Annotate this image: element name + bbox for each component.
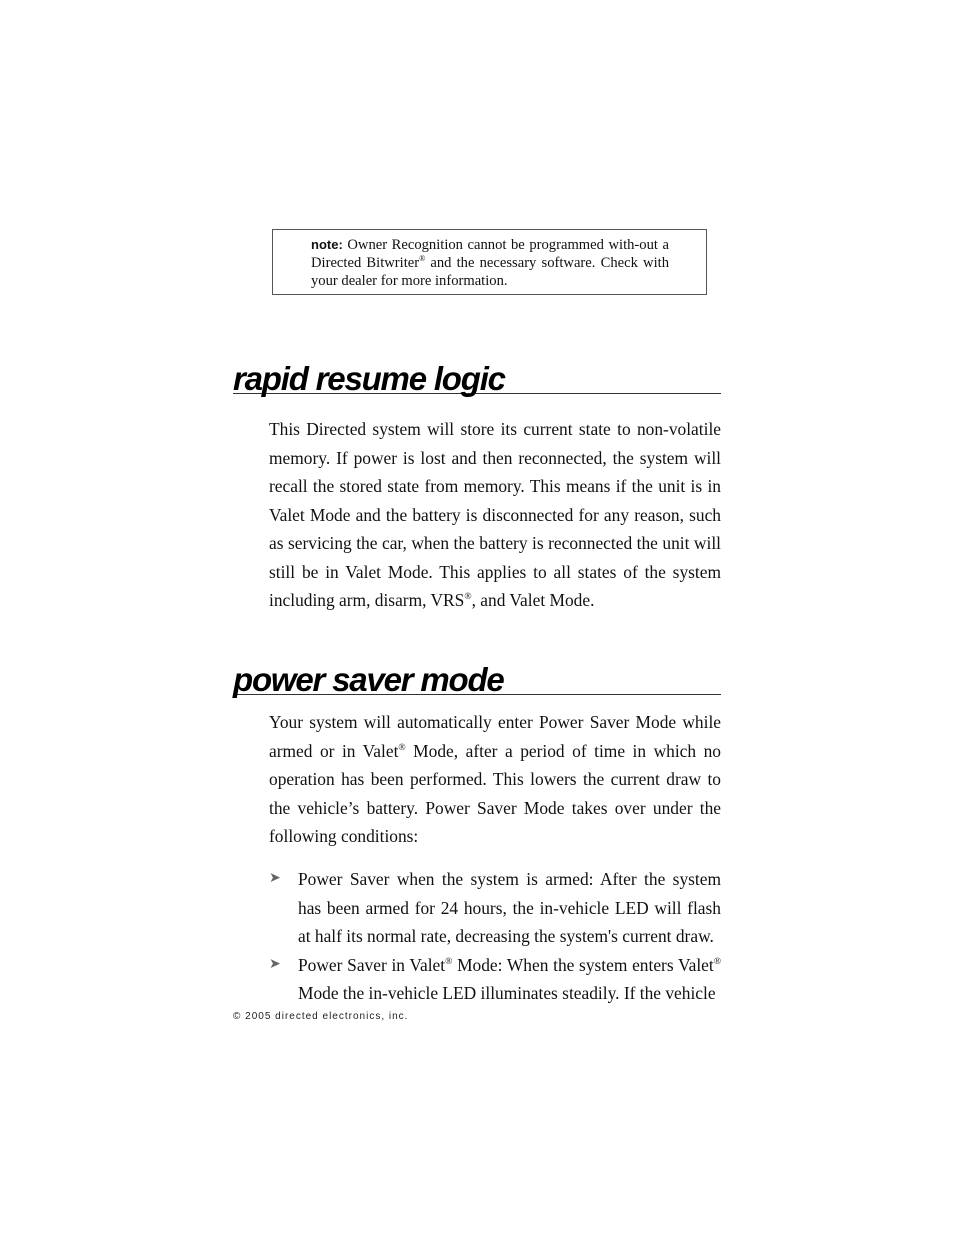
registered-mark: ® (445, 955, 453, 967)
rapid-resume-text-2: , and Valet Mode. (471, 590, 595, 610)
rapid-resume-text-1: This Directed system will store its current state to non-volatile memory. If power is lost and then reconnected, the system will recall the stored state from memory. This means if the unit is in Valet Mode and the battery is disconnected for any reason, such as servicing the car, when the battery is reconnected the unit will still be in Valet Mode. This applies to all states of the system including arm, disarm, VRS (269, 419, 721, 610)
list-item-text-1: Power Saver in Valet (298, 954, 446, 975)
list-item-text: Power Saver when the system is armed: After the system has been armed for 24 hours, the in-vehicle LED will flash at half its normal rate, decreasing the system's current draw. (298, 869, 721, 946)
rapid-resume-paragraph (269, 415, 721, 615)
registered-mark: ® (713, 955, 721, 967)
note-text (311, 236, 669, 290)
power-saver-text-2: Mode, after a period of time in which no operation has been performed. This lowers the current draw to the vehicle’s battery. Power Saver Mode takes over under the following conditions: (269, 740, 721, 846)
list-item (269, 951, 721, 1008)
heading-rapid-resume-logic: rapid resume logic (233, 362, 721, 394)
arrow-bullet-icon: ➤ (269, 956, 281, 972)
power-saver-text-1: Your system will automatically enter Power Saver Mode while armed or in Valet (269, 712, 721, 761)
copyright-footer: © 2005 directed electronics, inc. (233, 1011, 409, 1022)
registered-mark: ® (419, 253, 426, 263)
arrow-bullet-icon: ➤ (269, 871, 281, 886)
note-text-part-1: Owner Recognition cannot be programmed with-out a Directed Bitwriter (311, 237, 669, 271)
list-item-text-3: Mode the in-vehicle LED illuminates steadily. If the vehicle (298, 983, 716, 1003)
list-item (269, 865, 721, 951)
note-box (272, 229, 707, 295)
registered-mark: ® (398, 741, 406, 753)
note-text-part-2: and the necessary software. Check with your dealer for more information. (311, 255, 669, 289)
note-label: note: (311, 237, 343, 252)
power-saver-paragraph (269, 708, 721, 851)
heading-power-saver-mode: power saver mode (233, 663, 721, 695)
conditions-list (269, 865, 721, 1008)
registered-mark: ® (464, 590, 472, 602)
list-item-text-2: Mode: When the system enters Valet (452, 954, 714, 975)
